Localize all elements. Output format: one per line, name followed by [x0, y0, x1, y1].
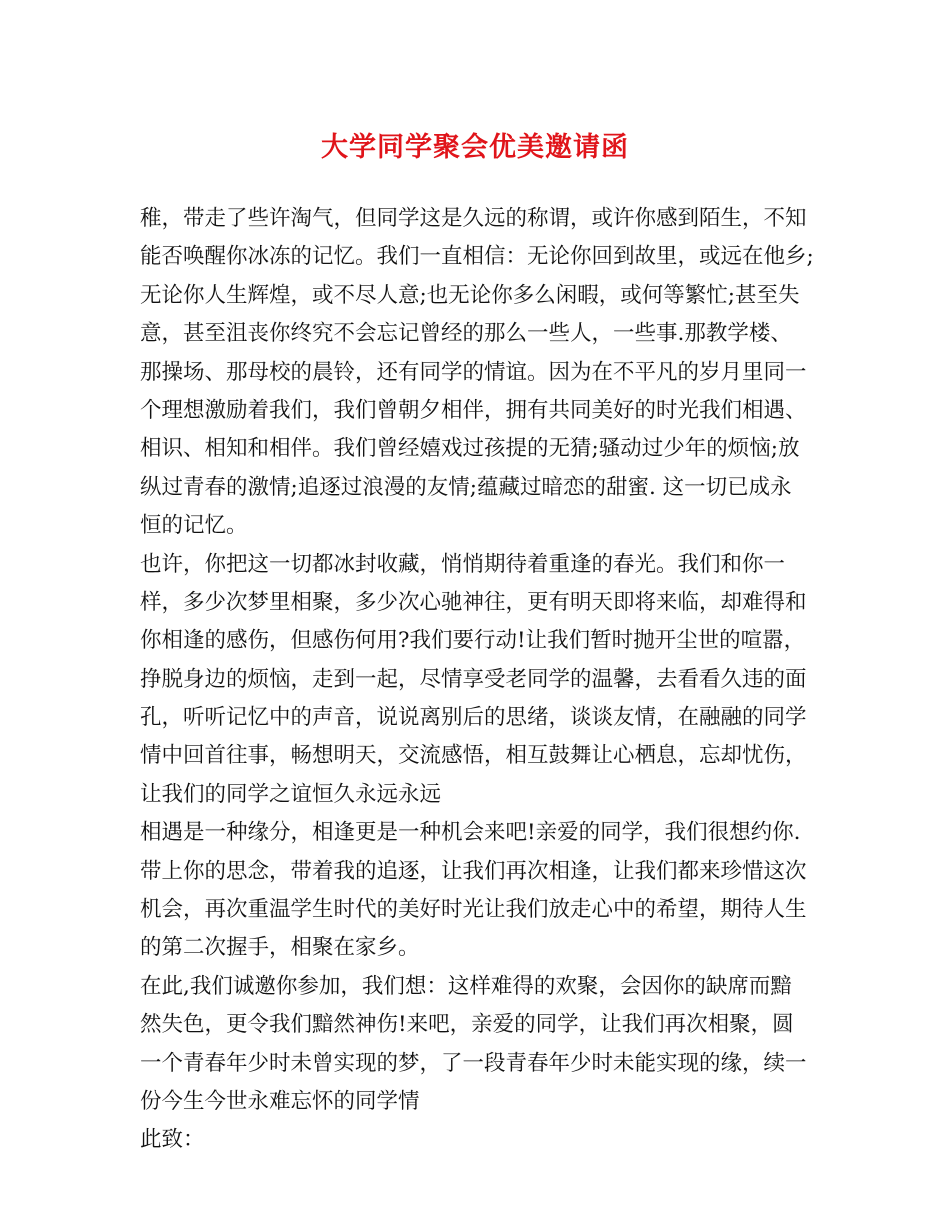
text-line: 机会，再次重温学生时代的美好时光让我们放走心中的希望，期待人生 [140, 897, 807, 923]
text-line: 也许，你把这一切都冰封收藏，悄悄期待着重逢的春光。我们和你一 [140, 551, 786, 577]
text-line: 能否唤醒你冰冻的记忆。我们一直相信：无论你回到故里，或远在他乡; [140, 244, 814, 270]
text-line: 让我们的同学之谊恒久永远永远 [140, 781, 442, 807]
text-line: 稚，带走了些许淘气，但同学这是久远的称谓，或许你感到陌生，不知 [140, 206, 807, 231]
text-line: 样，多少次梦里相聚，多少次心驰神往，更有明天即将来临，却难得和 [140, 589, 807, 615]
page-title: 大学同学聚会优美邀请函 [321, 132, 629, 163]
text-line: 你相逢的感伤，但感伤何用?我们要行动!让我们暂时抛开尘世的喧嚣， [140, 628, 806, 654]
text-line: 一个青春年少时未曾实现的梦，了一段青春年少时未能实现的缘，续一 [140, 1050, 807, 1076]
text-line: 孔，听听记忆中的声音，说说离别后的思绪，谈谈友情，在融融的同学 [140, 705, 807, 731]
text-line: 的第二次握手，相聚在家乡。 [140, 935, 420, 961]
text-line: 相遇是一种缘分，相逢更是一种机会来吧!亲爱的同学，我们很想约你. [140, 820, 801, 846]
text-line: 意，甚至沮丧你终究不会忘记曾经的那么一些人，一些事.那教学楼、 [140, 321, 792, 347]
text-line: 个理想激励着我们，我们曾朝夕相伴，拥有共同美好的时光我们相遇、 [140, 397, 807, 423]
text-line: 相识、相知和相伴。我们曾经嬉戏过孩提的无猜;骚动过少年的烦恼;放 [140, 436, 800, 462]
text-line: 纵过青春的激情;追逐过浪漫的友情;蕴藏过暗恋的甜蜜. 这一切已成永 [140, 474, 792, 500]
text-line: 无论你人生辉煌，或不尽人意;也无论你多么闲暇，或何等繁忙;甚至失 [140, 282, 800, 308]
text-line: 挣脱身边的烦恼，走到一起，尽情享受老同学的温馨，去看看久违的面 [140, 666, 807, 692]
text-line: 然失色，更令我们黯然神伤!来吧，亲爱的同学，让我们再次相聚，圆 [140, 1012, 794, 1038]
invitation-body [140, 200, 820, 1160]
text-line: 情中回首往事，畅想明天，交流感悟，相互鼓舞让心栖息，忘却忧伤， [140, 743, 807, 769]
closing-salutation: 此致： [140, 1127, 205, 1153]
text-line: 带上你的思念，带着我的追逐，让我们再次相逢，让我们都来珍惜这次 [140, 858, 807, 884]
text-line: 份今生今世永难忘怀的同学情 [140, 1088, 420, 1114]
text-line: 在此,我们诚邀你参加，我们想：这样难得的欢聚，会因你的缺席而黯 [140, 973, 792, 999]
text-line: 恒的记忆。 [140, 513, 248, 539]
text-line: 那操场、那母校的晨铃，还有同学的情谊。因为在不平凡的岁月里同一 [140, 359, 807, 385]
